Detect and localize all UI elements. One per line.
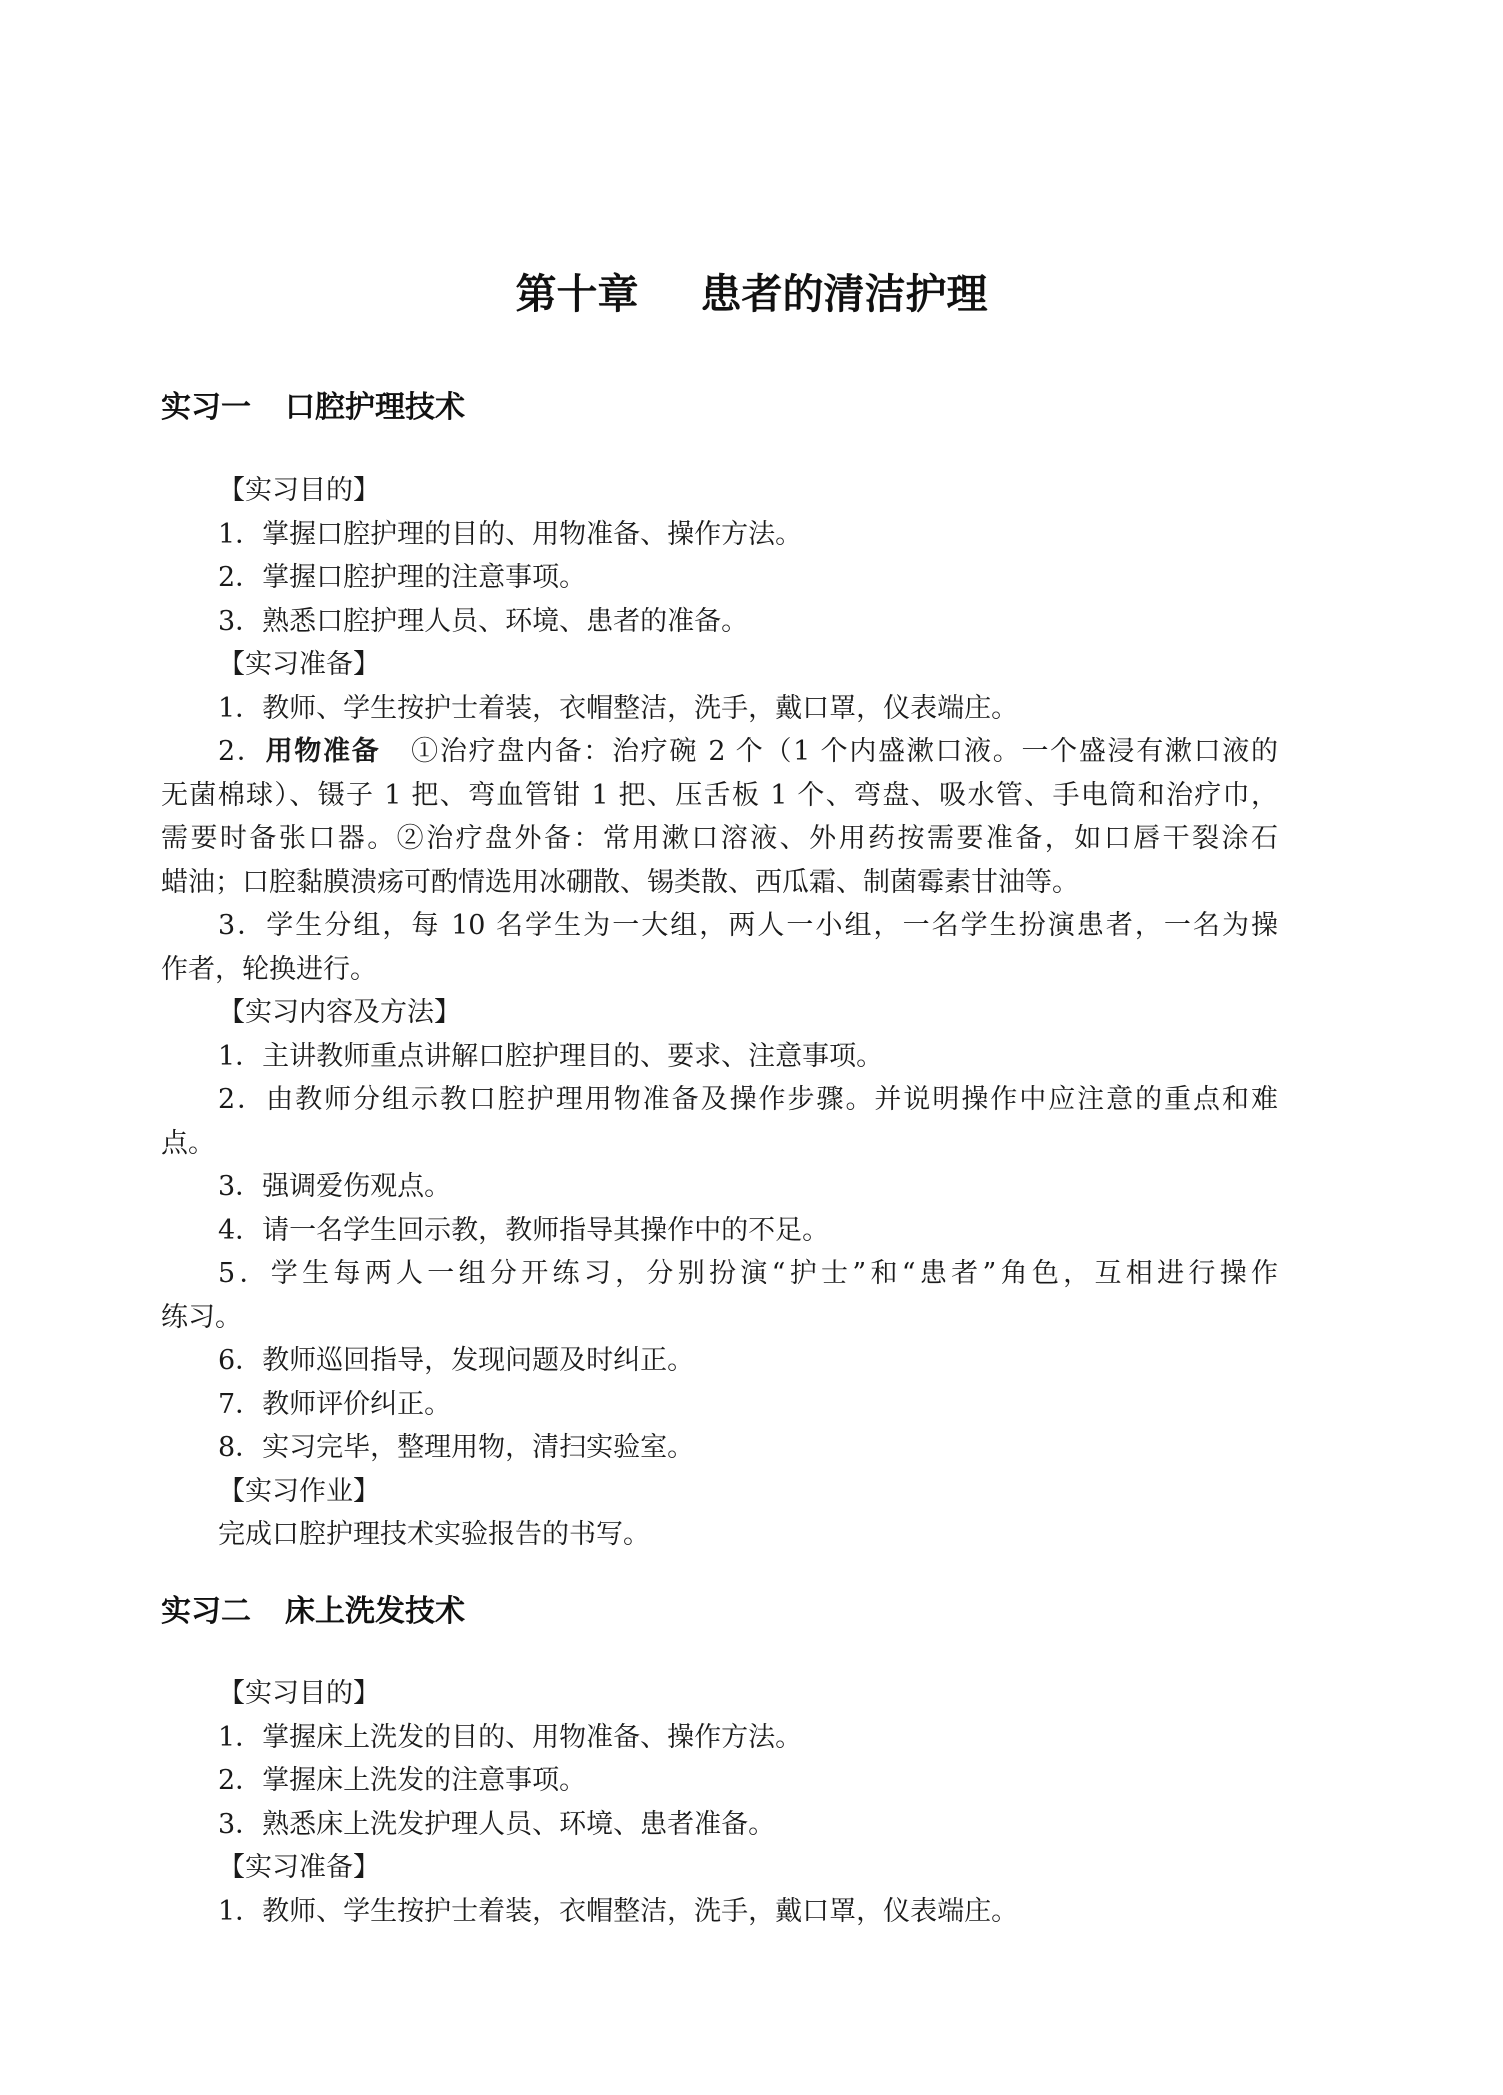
s2-objective-2: 2．掌握床上洗发的注意事项。: [218, 1765, 587, 1796]
s1-content-7: 7．教师评价纠正。: [218, 1389, 452, 1420]
s1-prep-2-number: 2．: [218, 736, 266, 767]
section-1-number: 实习一: [161, 390, 251, 425]
s1-prep-2-line-3: 需要时备张口器。②治疗盘外备：常用漱口溶液、外用药按需要准备，如口唇干裂涂石: [161, 823, 1278, 854]
s2-objectives-heading: 【实习目的】: [218, 1678, 380, 1709]
section-2-name: 床上洗发技术: [285, 1594, 465, 1629]
s1-homework-heading: 【实习作业】: [218, 1476, 380, 1507]
section-1-name: 口腔护理技术: [285, 390, 465, 425]
s1-content-2-line-1: 2．由教师分组示教口腔护理用物准备及操作步骤。并说明操作中应注意的重点和难: [218, 1084, 1278, 1115]
s1-content-6: 6．教师巡回指导，发现问题及时纠正。: [218, 1345, 695, 1376]
s1-content-5-line-2: 练习。: [161, 1302, 242, 1333]
s1-content-8: 8．实习完毕，整理用物，清扫实验室。: [218, 1432, 695, 1463]
s1-prep-heading: 【实习准备】: [218, 649, 380, 680]
s1-prep-2-text: ①治疗盘内备：治疗碗 2 个（1 个内盛漱口液。一个盛浸有漱口液的: [411, 736, 1278, 767]
section-1-title: [161, 386, 465, 430]
s1-prep-1: 1．教师、学生按护士着装，衣帽整洁，洗手，戴口罩，仪表端庄。: [218, 693, 1019, 724]
s2-objective-3: 3．熟悉床上洗发护理人员、环境、患者准备。: [218, 1809, 776, 1840]
s1-prep-3-line-1: 3．学生分组，每 10 名学生为一大组，两人一小组，一名学生扮演患者，一名为操: [218, 910, 1278, 941]
s1-content-heading: 【实习内容及方法】: [218, 997, 461, 1028]
s2-prep-1: 1．教师、学生按护士着装，衣帽整洁，洗手，戴口罩，仪表端庄。: [218, 1896, 1019, 1927]
chapter-title: [0, 262, 1503, 326]
section-2-number: 实习二: [161, 1594, 251, 1629]
s1-objective-1: 1．掌握口腔护理的目的、用物准备、操作方法。: [218, 519, 803, 550]
s1-objective-2: 2．掌握口腔护理的注意事项。: [218, 562, 587, 593]
s1-homework: 完成口腔护理技术实验报告的书写。: [218, 1519, 650, 1550]
s1-content-3: 3．强调爱伤观点。: [218, 1171, 452, 1202]
s1-prep-2-label: 用物准备: [265, 736, 381, 767]
s1-content-4: 4．请一名学生回示教，教师指导其操作中的不足。: [218, 1215, 830, 1246]
s1-content-1: 1．主讲教师重点讲解口腔护理目的、要求、注意事项。: [218, 1041, 884, 1072]
chapter-name: 患者的清洁护理: [700, 270, 988, 318]
section-2-title: [161, 1590, 465, 1634]
s1-content-5-line-1: 5．学生每两人一组分开练习，分别扮演“护士”和“患者”角色，互相进行操作: [218, 1258, 1278, 1289]
s1-objective-3: 3．熟悉口腔护理人员、环境、患者的准备。: [218, 606, 749, 637]
s1-prep-3-line-2: 作者，轮换进行。: [161, 954, 377, 985]
chapter-number: 第十章: [515, 270, 639, 318]
s2-objective-1: 1．掌握床上洗发的目的、用物准备、操作方法。: [218, 1722, 803, 1753]
s1-prep-2-line-1: [218, 731, 1278, 773]
s1-content-2-line-2: 点。: [161, 1128, 215, 1159]
s1-objectives-heading: 【实习目的】: [218, 475, 380, 506]
s1-prep-2-line-2: 无菌棉球）、镊子 1 把、弯血管钳 1 把、压舌板 1 个、弯盘、吸水管、手电筒和治疗巾，: [161, 780, 1278, 811]
s2-prep-heading: 【实习准备】: [218, 1852, 380, 1883]
s1-prep-2-line-4: 蜡油；口腔黏膜溃疡可酌情选用冰硼散、锡类散、西瓜霜、制菌霉素甘油等。: [161, 867, 1079, 898]
